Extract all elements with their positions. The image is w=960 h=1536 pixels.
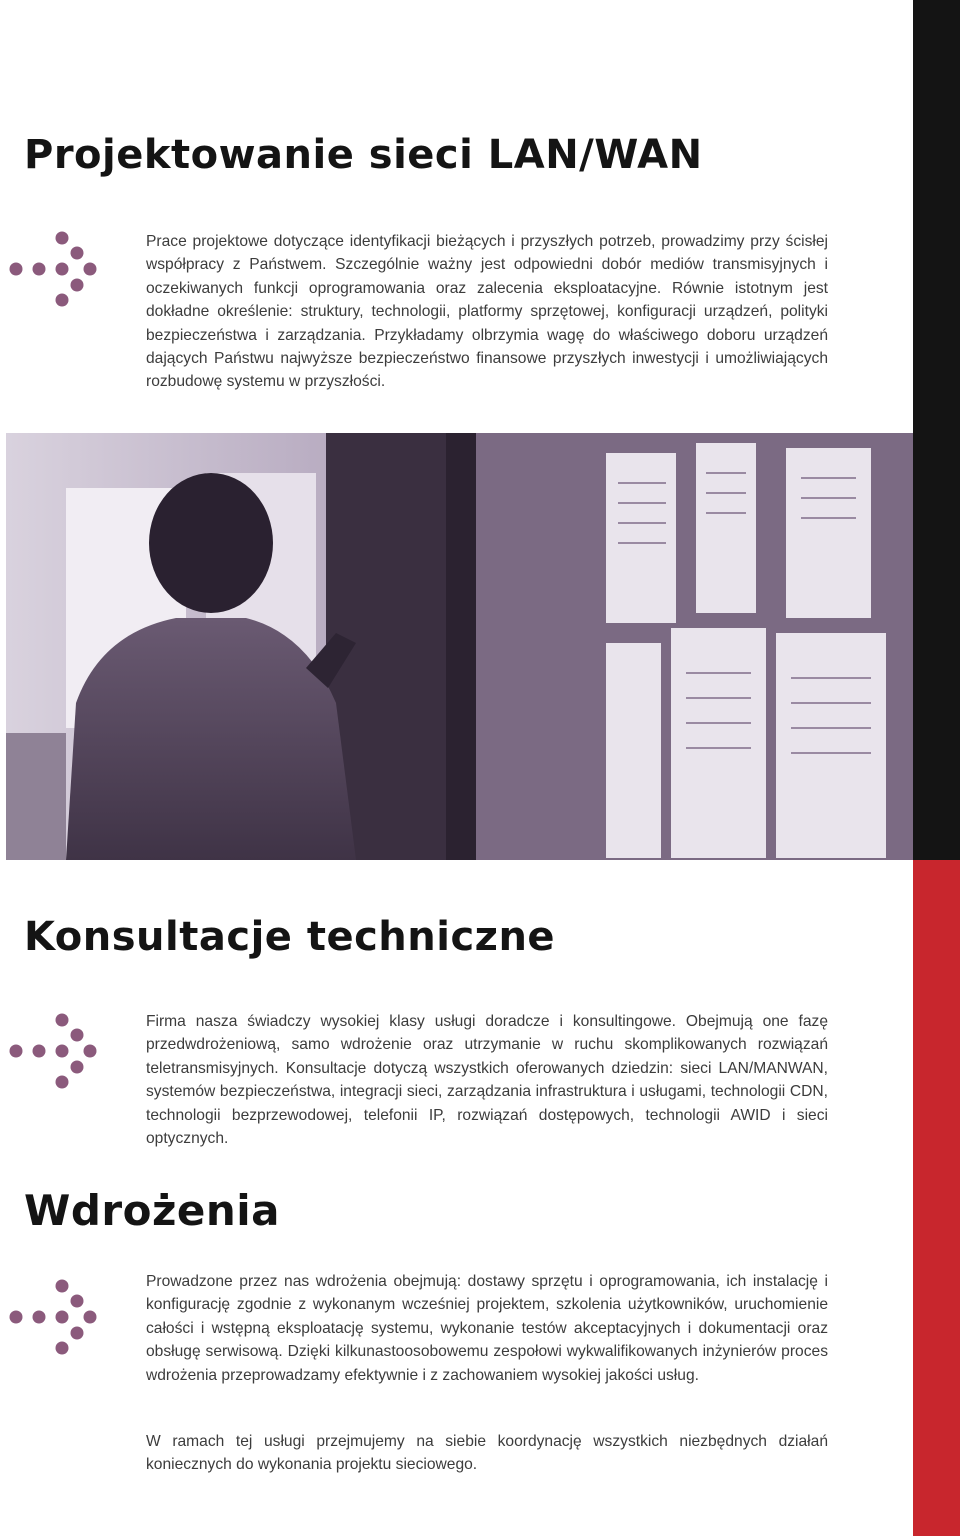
side-bar-red [913, 860, 960, 1536]
office-worker-photo [6, 433, 913, 860]
section-title-deployment: Wdrożenia [24, 1186, 281, 1235]
section-body-deployment-2: W ramach tej usługi przejmujemy na siebie koordynację wszystkich niezbędnych działań koniecznych do wykonania projektu sieciowego. [146, 1433, 828, 1474]
section-title-design: Projektowanie sieci LAN/WAN [24, 132, 703, 178]
dot-arrow-icon [8, 226, 98, 316]
side-bar-dark [913, 0, 960, 860]
section-body-deployment-1: Prowadzone przez nas wdrożenia obejmują: dostawy sprzętu i oprogramowania, ich instalację i konfigurację zgodnie z wykonanym wcześniej projektem, szkolenia użytkowników, uruchomienie całości i wstępną eksploatację systemu, wykonanie testów akceptacyjnych i dokumentacji oraz obsługę serwisową. Dzięki kilkunastoosobowemu zespołowi wykwalifikowanych inżynierów proces wdrożenia przeprowadzamy efektywnie i z zachowaniem wysokiej jakości usług. [146, 1273, 828, 1384]
section-body-consulting: Firma nasza świadczy wysokiej klasy usługi doradcze i konsultingowe. Obejmują one fazę przedwdrożeniową, samo wdrożenie oraz utrzymanie w ruchu skomplikowanych rozwiązań teletransmisyjnych. Konsultacje dotyczą wszystkich oferowanych dziedzin: sieci LAN/MANWAN, systemów bezpieczeństwa, integracji sieci, zarządzania infrastruktura i usługami, technologii CDN, technologii bezprzewodowej, telefonii IP, rozwiązań dostępowych, technologii AWID i sieci optycznych. [146, 1013, 828, 1148]
dot-arrow-icon [8, 1008, 98, 1098]
section-title-consulting: Konsultacje techniczne [24, 914, 556, 960]
section-body-design: Prace projektowe dotyczące identyfikacji bieżących i przyszłych potrzeb, prowadzimy przy ścisłej współpracy z Państwem. Szczególnie ważny jest odpowiedni dobór mediów transmisyjnych i oczekiwanych funkcji oprogramowania oraz zalecenia eksploatacyjne. Równie istotnym jest dokładne określenie: struktury, technologii, platformy sprzętowej, konfiguracji urządzeń, polityki bezpieczeństwa i zarządzania. Przykładamy olbrzymia wagę do właściwego doboru urządzeń dających Państwu najwyższe bezpieczeństwo finansowe przyszłych inwestycji i umożliwiających rozbudowę systemu w przyszłości. [146, 233, 828, 391]
dot-arrow-icon [8, 1274, 98, 1364]
side-color-bar [913, 0, 960, 1536]
